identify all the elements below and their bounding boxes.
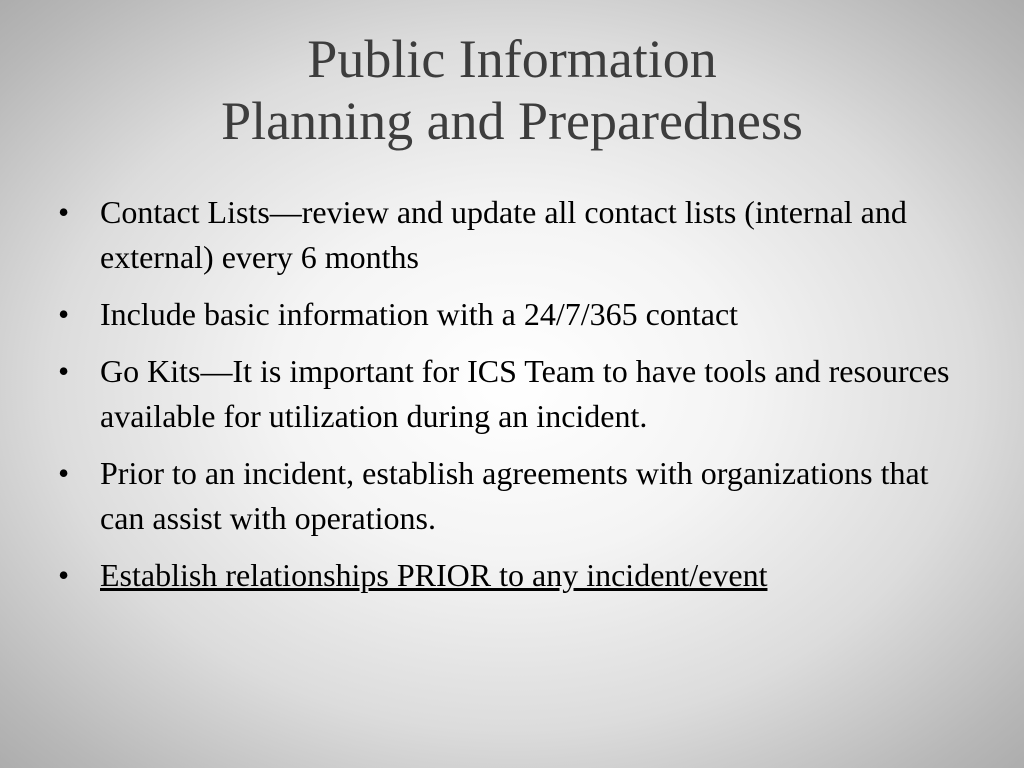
bullet-item-go-kits bbox=[58, 349, 958, 439]
bullet-list bbox=[58, 190, 958, 610]
bullet-item-relationships bbox=[58, 553, 958, 598]
bullet-item-contact-lists bbox=[58, 190, 958, 280]
title-line-1: Public Information bbox=[307, 29, 717, 89]
bullet-icon: • bbox=[58, 557, 70, 593]
bullet-text: Include basic information with a 24/7/365 contact bbox=[100, 296, 739, 332]
slide-title bbox=[0, 28, 1024, 152]
bullet-text: Contact Lists—review and update all contact lists (internal and external) every 6 months bbox=[100, 194, 907, 275]
bullet-item-basic-information bbox=[58, 292, 958, 337]
bullet-item-agreements bbox=[58, 451, 958, 541]
bullet-icon: • bbox=[58, 194, 70, 230]
title-line-2: Planning and Preparedness bbox=[221, 91, 803, 151]
bullet-text-underlined: Establish relationships PRIOR to any incident/event bbox=[100, 557, 768, 593]
bullet-icon: • bbox=[58, 455, 70, 491]
bullet-text: Prior to an incident, establish agreements with organizations that can assist with operations. bbox=[100, 455, 929, 536]
bullet-text: Go Kits—It is important for ICS Team to have tools and resources available for utilization during an incident. bbox=[100, 353, 950, 434]
bullet-icon: • bbox=[58, 353, 70, 389]
bullet-icon: • bbox=[58, 296, 70, 332]
